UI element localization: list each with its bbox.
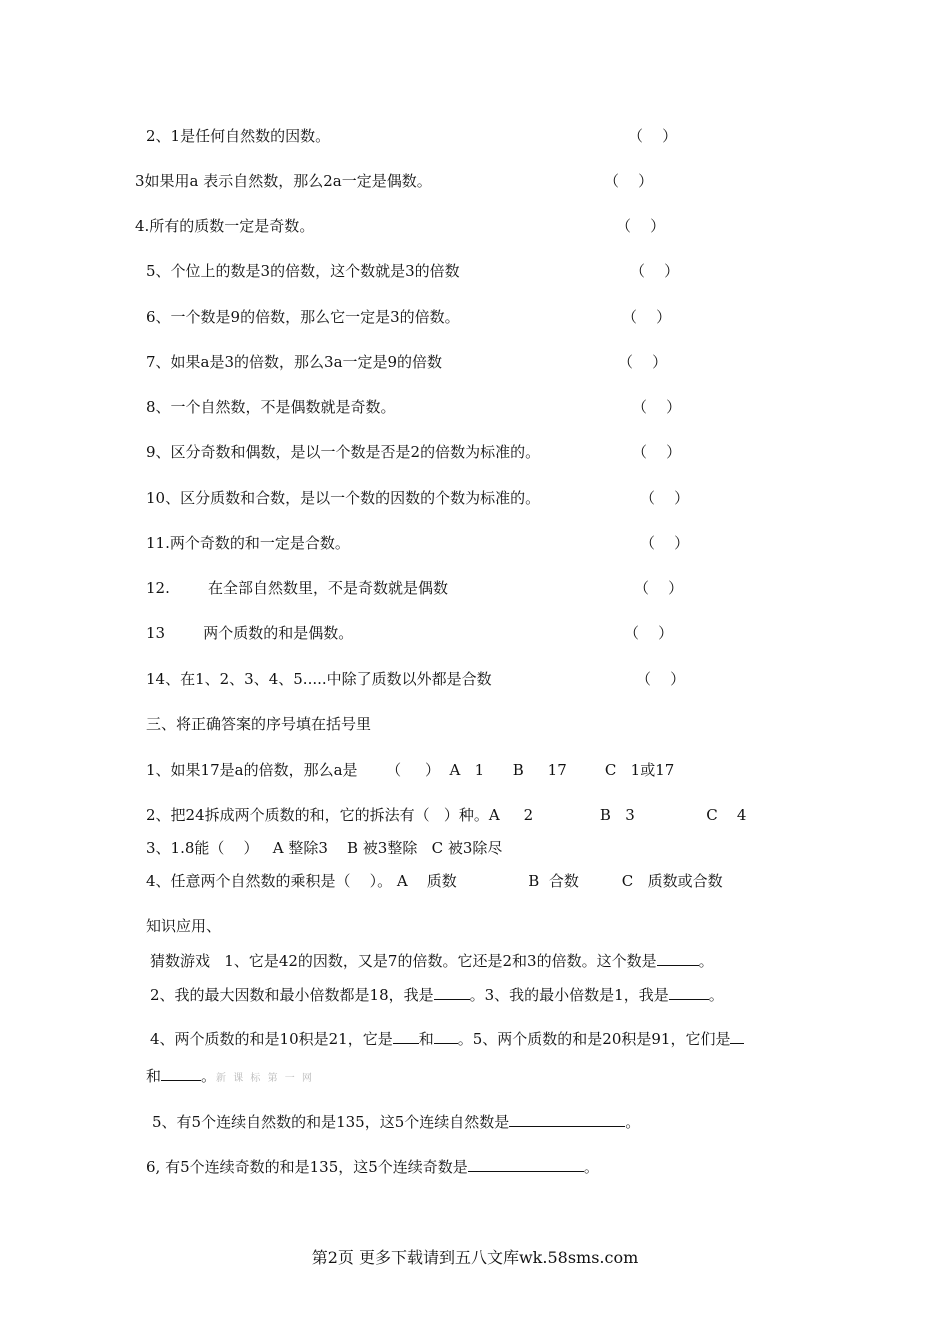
watermark: 新 课 标 第 一 网 — [216, 1073, 314, 1084]
answer-parentheses: （ ） — [636, 670, 686, 688]
answer-parentheses: （ ） — [640, 534, 690, 552]
judge-question: 5、个位上的数是3的倍数，这个数就是3的倍数 — [146, 262, 460, 280]
answer-blank[interactable] — [161, 1066, 201, 1081]
answer-parentheses: （ ） — [640, 489, 690, 507]
section-title: 知识应用、 — [146, 917, 222, 935]
judge-question: 8、一个自然数，不是偶数就是奇数。 — [146, 398, 396, 416]
fill-in-question: 和 。新 课 标 第 一 网 — [146, 1067, 314, 1085]
answer-blank[interactable] — [434, 985, 470, 1000]
judge-question: 10、区分质数和合数，是以一个数的因数的个数为标准的。 — [146, 489, 541, 507]
answer-blank[interactable] — [393, 1029, 419, 1044]
section-title: 三、将正确答案的序号填在括号里 — [146, 715, 372, 733]
answer-parentheses: （ ） — [630, 262, 680, 280]
choice-question: 1、如果17是a的倍数，那么a是 （ ） A 1 B 17 C 1或17 — [146, 761, 675, 779]
answer-blank[interactable] — [509, 1112, 625, 1127]
answer-parentheses: （ ） — [628, 127, 678, 145]
answer-blank[interactable] — [468, 1157, 584, 1172]
judge-question: 9、区分奇数和偶数，是以一个数是否是2的倍数为标准的。 — [146, 443, 541, 461]
judge-question: 2、1是任何自然数的因数。 — [146, 127, 331, 145]
fill-in-question: 5、有5个连续自然数的和是135，这5个连续自然数是 。 — [152, 1113, 641, 1131]
judge-question: 13 两个质数的和是偶数。 — [146, 624, 354, 642]
answer-parentheses: （ ） — [616, 217, 666, 235]
judge-question: 12. 在全部自然数里，不是奇数就是偶数 — [146, 579, 449, 597]
answer-parentheses: （ ） — [632, 443, 682, 461]
judge-question: 4.所有的质数一定是奇数。 — [135, 217, 315, 235]
answer-parentheses: （ ） — [622, 308, 672, 326]
judge-question: 11.两个奇数的和一定是合数。 — [146, 534, 350, 552]
answer-blank[interactable] — [730, 1029, 744, 1044]
fill-in-question: 猜数游戏 1、它是42的因数，又是7的倍数。它还是2和3的倍数。这个数是 。 — [150, 952, 714, 970]
judge-question: 14、在1、2、3、4、5.....中除了质数以外都是合数 — [146, 670, 492, 688]
judge-question: 6、一个数是9的倍数，那么它一定是3的倍数。 — [146, 308, 460, 326]
judge-question: 3如果用a 表示自然数，那么2a一定是偶数。 — [135, 172, 432, 190]
answer-parentheses: （ ） — [604, 172, 654, 190]
answer-blank[interactable] — [657, 951, 699, 966]
answer-parentheses: （ ） — [618, 353, 668, 371]
fill-in-question: 2、我的最大因数和最小倍数都是18，我是 。3、我的最小倍数是1，我是 。 — [150, 986, 724, 1004]
fill-in-question: 4、两个质数的和是10积是21，它是 和 。5、两个质数的和是20积是91，它们是 — [150, 1029, 744, 1049]
fill-in-question: 6, 有5个连续奇数的和是135，这5个连续奇数是 。 — [146, 1158, 599, 1176]
choice-question: 2、把24拆成两个质数的和，它的拆法有（ ）种。A 2 B 3 C 4 — [146, 806, 747, 824]
choice-question: 3、1.8能（ ） A 整除3 B 被3整除 C 被3除尽 — [146, 839, 503, 857]
answer-parentheses: （ ） — [632, 398, 682, 416]
answer-blank[interactable] — [434, 1029, 458, 1044]
choice-question: 4、任意两个自然数的乘积是（ ）。 A 质数 B 合数 C 质数或合数 — [146, 872, 723, 890]
answer-blank[interactable] — [669, 985, 709, 1000]
page-footer: 第2页 更多下载请到五八文库wk.58sms.com — [311, 1248, 639, 1267]
judge-question: 7、如果a是3的倍数，那么3a一定是9的倍数 — [146, 353, 443, 371]
answer-parentheses: （ ） — [634, 579, 684, 597]
answer-parentheses: （ ） — [624, 624, 674, 642]
